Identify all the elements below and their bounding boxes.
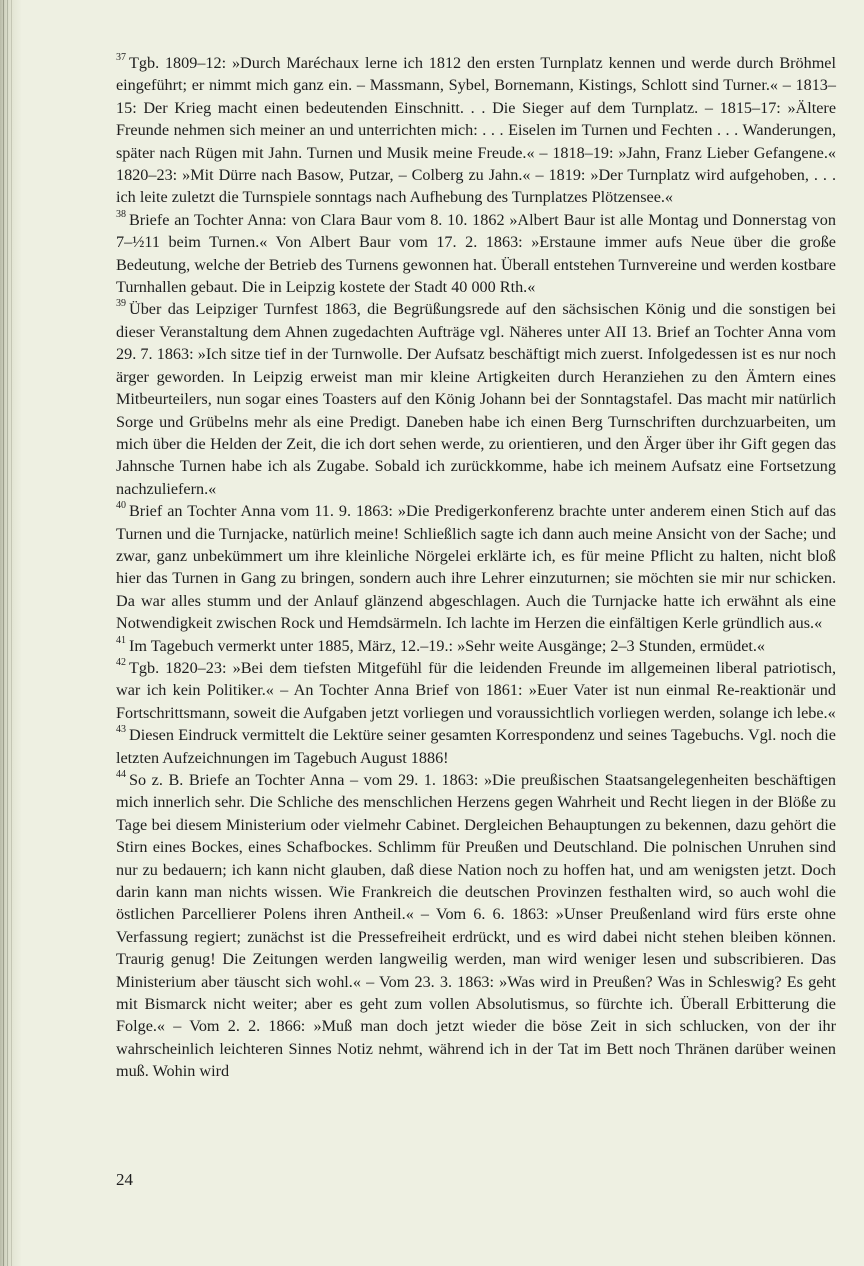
footnote-40	[116, 500, 836, 634]
gutter-line	[11, 0, 12, 1266]
footnote-41	[116, 635, 836, 657]
footnote-42	[116, 657, 836, 724]
footnote-text: Im Tagebuch vermerkt unter 1885, März, 12.–19.: »Sehr weite Ausgänge; 2–3 Stunden, ermüdet.«	[129, 636, 766, 655]
footnote-number: 41	[116, 634, 126, 646]
footnote-number: 43	[116, 724, 126, 736]
footnote-number: 44	[116, 769, 126, 780]
gutter-line	[7, 0, 8, 1266]
footnote-text: Brief an Tochter Anna vom 11. 9. 1863: »Die Predigerkonferenz brachte unter anderem einen Stich auf das Turnen und die Turnjacke, natürlich meine! Schließlich sagte ich dann auch meine Ansicht von der Sache; und zwar, ganz unbekümmert um ihre kleinliche Nörgelei erklärte ich, es für meine Pflicht zu halten, nicht bloß hier das Turnen in Gang zu bringen, sondern auch ihre Lehrer einzuturnen; sie möchten sie mir nur schicken. Da war alles stumm und der Anlauf glänzend abgeschlagen. Auch die Turnjacke hatte ich erwähnt als eine Notwendigkeit zwischen Rock und Hemdsärmeln. Ich lachte im Herzen die einfältigen Kerle gründlich aus.«	[116, 502, 836, 633]
footnote-37	[116, 52, 836, 209]
footnote-number: 39	[116, 298, 126, 310]
footnote-text: So z. B. Briefe an Tochter Anna – vom 29. 1. 1863: »Die preußischen Staatsangelegenheiten beschäftigen mich innerlich sehr. Die Schliche des menschlichen Herzens gegen Wahrheit und Recht liegen in der Blöße zu Tage bei diesem Ministerium oder vielmehr Cabinet. Dergleichen Behauptungen zu bekennen, dazu gehört die Stirn eines Bockes, eines Schafbockes. Schlimm für Preußen und Deutschland. Die polnischen Unruhen sind nur zu bedauern; ich kann nicht glauben, daß diese Nation noch zu hoffen hat, und am wenigsten jetzt. Doch darin kann man nichts wissen. Wie Frankreich die deutschen Provinzen festhalten wird, so auch wohl die östlichen Parcellierer Polens ihren Antheil.« – Vom 6. 6. 1863: »Unser Preußenland wird fürs erste ohne Verfassung regiert; zunächst ist die Pressefreiheit erdrückt, und es wird dabei nicht stehen bleiben können. Traurig genug! Die Zeitungen werden langweilig werden, man wird weniger lesen und subscribieren. Das Ministerium aber täuscht sich wohl.« – Vom 23. 3. 1863: »Was wird in Preußen? Was in Schleswig? Es geht mit Bismarck nicht weiter; aber es geht zum vollen Absolutismus, so fürchte ich. Überall Erbitterung die Folge.« – Vom 2. 2. 1866: »Muß man doch jetzt wieder die böse Zeit in sich schlucken, von der ihr wahrscheinlich leichteren Sinnes Notiz nehmt, während ich in der Tat im Bett noch Thränen darüber weinen muß. Wohin wird	[116, 771, 836, 1081]
footnote-number: 42	[116, 656, 126, 668]
footnote-number: 40	[116, 500, 126, 512]
footnote-text: Briefe an Tochter Anna: von Clara Baur vom 8. 10. 1862 »Albert Baur ist alle Montag und Donnerstag von 7–½11 beim Turnen.« Von Albert Baur vom 17. 2. 1863: »Erstaune immer aufs Neue über die große Bedeutung, welche der Betrieb des Turnens gewonnen hat. Überall entstehen Turnvereine und werden kostbare Turnhallen gebaut. Die in Leipzig kostete der Stadt 40 000 Rth.«	[116, 210, 836, 297]
page-number: 24	[116, 1170, 133, 1189]
gutter-line	[3, 0, 4, 1266]
footnote-43	[116, 724, 836, 769]
footnote-text: Tgb. 1809–12: »Durch Maréchaux lerne ich 1812 den ersten Turnplatz kennen und werde durch Bröhmel eingeführt; er nimmt mich ganz ein. – Massmann, Sybel, Bornemann, Kistings, Schlott sind Turner.« – 1813–15: Der Krieg macht einen bedeutenden Einschnitt. . . Die Sieger auf dem Turnplatz. – 1815–17: »Ältere Freunde nehmen sich meiner an und unterrichten mich: . . . Eiselen im Turnen und Fechten . . . Wanderungen, später nach Rügen mit Jahn. Turnen und Musik meine Freude.« – 1818–19: »Jahn, Franz Lieber Gefangene.« 1820–23: »Mit Dürre nach Basow, Putzar, – Colberg zu Jahn.« – 1819: »Der Turnplatz wird aufgehoben, . . . ich leite zuletzt die Turnspiele sonntags nach Aufhebung des Turnplatzes Plötzensee.«	[116, 54, 836, 207]
footnotes-block	[116, 52, 836, 1083]
footnote-text: Über das Leipziger Turnfest 1863, die Begrüßungsrede auf den sächsischen König und die sonstigen bei dieser Veranstaltung dem Ahnen zugedachten Aufträge vgl. Näheres unter AII 13. Brief an Tochter Anna vom 29. 7. 1863: »Ich sitze tief in der Turnwolle. Der Aufsatz beschäftigt mich zuerst. Infolgedessen ist es nur noch ärger geworden. In Leipzig erweist man mir kleine Artigkeiten durch Heranziehen zu den Ämtern eines Mitbeurteilers, nun sogar eines Toasters auf den König Johann bei der Sonntagstafel. Das macht mir natürlich Sorge und Grübelns mehr als eine Predigt. Daneben habe ich einen Berg Turnschriften durchzuarbeiten, um mich über die Helden der Zeit, die ich dort sehen werde, zu orientieren, und den Ärger über ihr Gift gegen das Jahnsche Turnen habe ich als Zugabe. Sobald ich zurückkomme, habe ich meinem Aufsatz eine Fortsetzung nachzuliefern.«	[116, 300, 836, 498]
footnote-39	[116, 298, 836, 500]
book-gutter	[0, 0, 22, 1266]
footnote-number: 37	[116, 52, 126, 63]
footnote-text: Diesen Eindruck vermittelt die Lektüre seiner gesamten Korrespondenz und seines Tagebuchs. Vgl. noch die letzten Aufzeichnungen im Tagebuch August 1886!	[116, 726, 836, 767]
footnote-38	[116, 209, 836, 299]
footnote-44	[116, 769, 836, 1083]
footnote-number: 38	[116, 208, 126, 220]
footnote-text: Tgb. 1820–23: »Bei dem tiefsten Mitgefühl für die leidenden Freunde im allgemeinen liberal patriotisch, war ich kein Politiker.« – An Tochter Anna Brief von 1861: »Euer Vater ist nun einmal Re-reaktionär und Fortschrittsmann, soweit die Aufgaben jetzt vorliegen und voraussichtlich vorliegen werden, solange ich lebe.«	[116, 658, 836, 722]
